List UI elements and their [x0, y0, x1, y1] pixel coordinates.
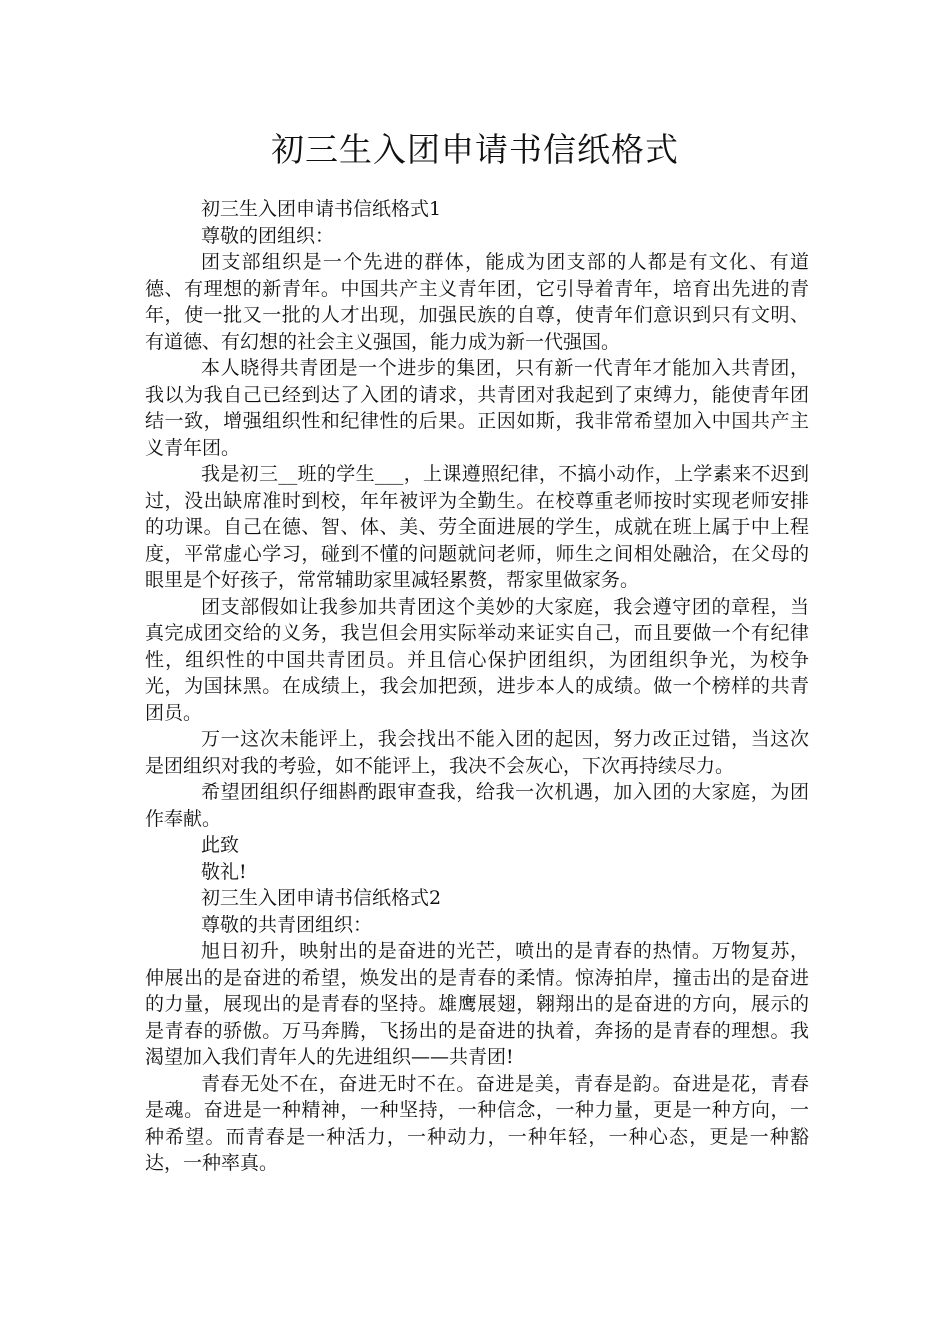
document-body: [145, 196, 809, 1177]
body-paragraph: 团支部组织是一个先进的群体，能成为团支部的人都是有文化、有道德、有理想的新青年。中国共产主义青年团，它引导着青年，培育出先进的青年，使一批又一批的人才出现，加强民族的自尊，使青年们意识到只有文明、有道德、有幻想的社会主义强国，能力成为新一代强国。: [145, 251, 809, 353]
closing-salute: 敬礼!: [201, 860, 247, 883]
section-heading-1: 初三生入团申请书信纸格式1: [201, 198, 442, 220]
body-paragraph: 希望团组织仔细斟酌跟审查我，给我一次机遇，加入团的大家庭，为团作奉献。: [145, 781, 809, 830]
body-paragraph: 万一这次未能评上，我会找出不能入团的起因，努力改正过错，当这次是团组织对我的考验，如不能评上，我决不会灰心，下次再持续尽力。: [145, 728, 809, 777]
body-paragraph: 我是初三__班的学生___，上课遵照纪律，不搞小动作，上学素来不迟到过，没出缺席准时到校，年年被评为全勤生。在校尊重老师按时实现老师安排的功课。自己在德、智、体、美、劳全面进展的学生，成就在班上属于中上程度，平常虚心学习，碰到不懂的问题就问老师，师生之间相处融洽，在父母的眼里是个好孩子，常常辅助家里减轻累赘，帮家里做家务。: [145, 463, 809, 591]
document-title: 初三生入团申请书信纸格式: [271, 130, 679, 169]
body-paragraph: 旭日初升，映射出的是奋进的光芒，喷出的是青春的热情。万物复苏，伸展出的是奋进的希望，焕发出的是青春的柔情。惊涛拍岸，撞击出的是奋进的力量，展现出的是青春的坚持。雄鹰展翅，翱翔出的是奋进的方向，展示的是青春的骄傲。万马奔腾，飞扬出的是奋进的执着，奔扬的是青春的理想。我渴望加入我们青年人的先进组织——共青团!: [145, 940, 809, 1068]
salutation-2: 尊敬的共青团组织：: [201, 913, 373, 936]
closing-line: 此致: [201, 834, 240, 856]
body-paragraph: 青春无处不在，奋进无时不在。奋进是美，青春是韵。奋进是花，青春是魂。奋进是一种精神，一种坚持，一种信念，一种力量，更是一种方向，一种希望。而青春是一种活力，一种动力，一种年轻，一种心态，更是一种豁达，一种率真。: [145, 1072, 809, 1174]
salutation-1: 尊敬的团组织：: [201, 224, 335, 247]
section-heading-2: 初三生入团申请书信纸格式2: [201, 887, 442, 909]
body-paragraph: 本人晓得共青团是一个进步的集团，只有新一代青年才能加入共青团，我以为我自己已经到达了入团的请求，共青团对我起到了束缚力，能使青年团结一致，增强组织性和纪律性的后果。正因如斯，我非常希望加入中国共产主义青年团。: [145, 357, 809, 459]
body-paragraph: 团支部假如让我参加共青团这个美妙的大家庭，我会遵守团的章程，当真完成团交给的义务，我岂但会用实际举动来证实自己，而且要做一个有纪律性，组织性的中国共青团员。并且信心保护团组织，为团组织争光，为校争光，为国抹黑。在成绩上，我会加把颈，进步本人的成绩。做一个榜样的共青团员。: [145, 595, 809, 724]
